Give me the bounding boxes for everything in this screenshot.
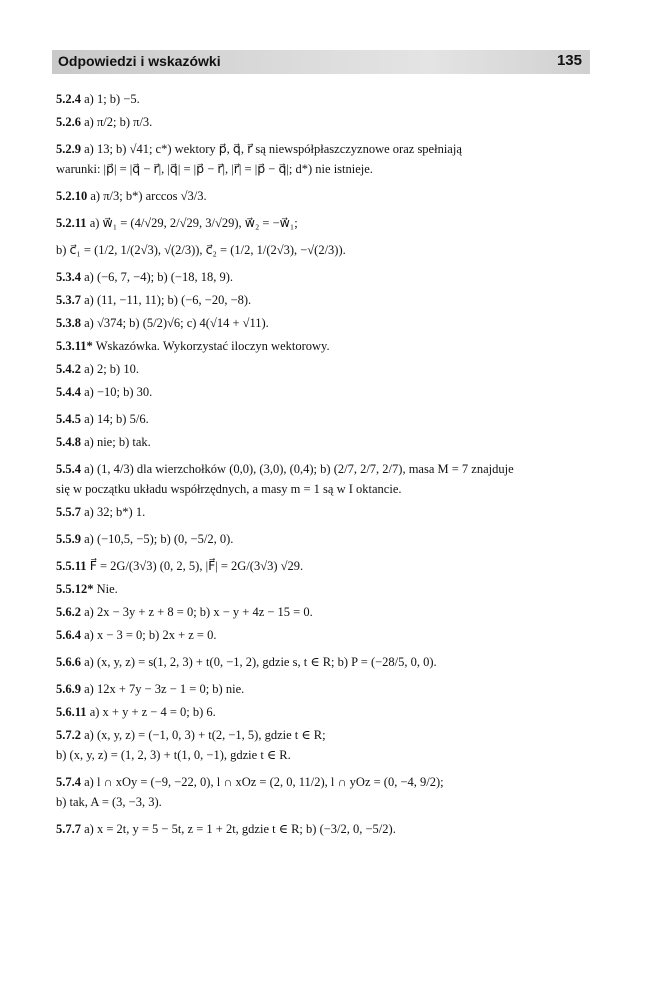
answer-line [56, 412, 590, 427]
exercise-number: 5.3.8 [56, 316, 81, 330]
exercise-number: 5.4.2 [56, 362, 81, 376]
answer-text: a) 1; b) −5. [84, 92, 140, 106]
exercise-number: 5.2.9 [56, 142, 81, 156]
answer-text: a) nie; b) tak. [84, 435, 151, 449]
answer-line [56, 362, 590, 377]
header-title: Odpowiedzi i wskazówki [58, 53, 221, 69]
answer-text: a) −10; b) 30. [84, 385, 153, 399]
exercise-number: 5.7.2 [56, 728, 81, 742]
answer-text: a) (−10,5, −5); b) (0, −5/2, 0). [84, 532, 234, 546]
answer-text: a) (−6, 7, −4); b) (−18, 18, 9). [84, 270, 234, 284]
running-header [52, 50, 590, 74]
answer-line [56, 316, 590, 331]
exercise-number: 5.2.11 [56, 216, 87, 230]
answer-text: a) x + y + z − 4 = 0; b) 6. [89, 705, 216, 719]
answer-text: a) (x, y, z) = s(1, 2, 3) + t(0, −1, 2), gdzie s, t ∈ R; b) P = (−28/5, 0, 0). [84, 655, 437, 669]
exercise-number: 5.4.5 [56, 412, 81, 426]
answer-line-continuation [56, 482, 590, 497]
answer-line [56, 115, 590, 130]
answer-line [56, 605, 590, 620]
answer-line-continuation [56, 243, 590, 258]
answers-list [56, 92, 590, 837]
answer-line [56, 559, 590, 574]
answer-line [56, 505, 590, 520]
exercise-number: 5.6.6 [56, 655, 81, 669]
answer-text: Nie. [96, 582, 118, 596]
exercise-number: 5.6.11 [56, 705, 87, 719]
answer-text: F⃗ = 2G/(3√3) (0, 2, 5), |F⃗| = 2G/(3√3) √29. [89, 559, 304, 573]
exercise-number: 5.5.4 [56, 462, 81, 476]
exercise-number: 5.6.4 [56, 628, 81, 642]
answer-text: a) (11, −11, 11); b) (−6, −20, −8). [84, 293, 252, 307]
answer-text: warunki: |p⃗| = |q⃗ − r⃗|, |q⃗| = |p⃗ − r⃗|, |r⃗| = |p⃗ − q⃗|; d*) nie istnieje. [56, 162, 373, 176]
answer-line [56, 142, 590, 157]
answer-line [56, 92, 590, 107]
answer-line [56, 822, 590, 837]
answer-line [56, 682, 590, 697]
exercise-number: 5.7.4 [56, 775, 81, 789]
answer-text: a) 13; b) √41; c*) wektory p⃗, q⃗, r⃗ są niewspółpłaszczyznowe oraz spełniają [84, 142, 462, 156]
exercise-number: 5.6.9 [56, 682, 81, 696]
exercise-number: 5.6.2 [56, 605, 81, 619]
answer-line [56, 728, 590, 743]
answer-text: a) π/2; b) π/3. [84, 115, 153, 129]
answer-line [56, 385, 590, 400]
exercise-number: 5.2.6 [56, 115, 81, 129]
answer-line [56, 532, 590, 547]
answer-text: się w początku układu współrzędnych, a masy m = 1 są w I oktancie. [56, 482, 402, 496]
answer-line [56, 628, 590, 643]
answer-text: b) c⃗₁ = (1/2, 1/(2√3), √(2/3)), c⃗₂ = (1/2, 1/(2√3), −√(2/3)). [56, 243, 346, 257]
answer-text: a) l ∩ xOy = (−9, −22, 0), l ∩ xOz = (2, 0, 11/2), l ∩ yOz = (0, −4, 9/2); [84, 775, 444, 789]
answer-line-continuation [56, 162, 590, 177]
exercise-number: 5.3.7 [56, 293, 81, 307]
answer-line [56, 462, 590, 477]
answer-line [56, 582, 590, 597]
answer-line-continuation [56, 748, 590, 763]
answer-text: a) w⃗₁ = (4/√29, 2/√29, 3/√29), w⃗₂ = −w⃗₁; [89, 216, 298, 230]
answer-text: a) 32; b*) 1. [84, 505, 146, 519]
answer-text: a) 12x + 7y − 3z − 1 = 0; b) nie. [84, 682, 245, 696]
page-number: 135 [556, 52, 582, 69]
answer-text: a) π/3; b*) arccos √3/3. [90, 189, 207, 203]
answer-text: a) x = 2t, y = 5 − 5t, z = 1 + 2t, gdzie t ∈ R; b) (−3/2, 0, −5/2). [84, 822, 396, 836]
answer-line [56, 216, 590, 231]
answer-line [56, 293, 590, 308]
exercise-number: 5.3.4 [56, 270, 81, 284]
answer-text: a) √374; b) (5/2)√6; c) 4(√14 + √11). [84, 316, 269, 330]
answer-line [56, 189, 590, 204]
answer-text: a) 2; b) 10. [84, 362, 139, 376]
answer-text: a) (1, 4/3) dla wierzchołków (0,0), (3,0), (0,4); b) (2/7, 2/7, 2/7), masa M = 7 znajduje [84, 462, 514, 476]
answer-line [56, 270, 590, 285]
exercise-number: 5.5.12* [56, 582, 94, 596]
exercise-number: 5.5.11 [56, 559, 87, 573]
answer-text: b) (x, y, z) = (1, 2, 3) + t(1, 0, −1), gdzie t ∈ R. [56, 748, 291, 762]
answer-text: a) 14; b) 5/6. [84, 412, 149, 426]
answer-line [56, 655, 590, 670]
exercise-number: 5.7.7 [56, 822, 81, 836]
answer-line [56, 339, 590, 354]
answer-line [56, 775, 590, 790]
answer-line [56, 435, 590, 450]
exercise-number: 5.4.4 [56, 385, 81, 399]
answer-line-continuation [56, 795, 590, 810]
answer-text: b) tak, A = (3, −3, 3). [56, 795, 162, 809]
exercise-number: 5.4.8 [56, 435, 81, 449]
answer-text: a) 2x − 3y + z + 8 = 0; b) x − y + 4z − 15 = 0. [84, 605, 313, 619]
exercise-number: 5.5.9 [56, 532, 81, 546]
answer-text: Wskazówka. Wykorzystać iloczyn wektorowy. [95, 339, 330, 353]
exercise-number: 5.2.4 [56, 92, 81, 106]
answer-text: a) (x, y, z) = (−1, 0, 3) + t(2, −1, 5), gdzie t ∈ R; [84, 728, 326, 742]
exercise-number: 5.2.10 [56, 189, 88, 203]
answer-line [56, 705, 590, 720]
exercise-number: 5.3.11* [56, 339, 93, 353]
exercise-number: 5.5.7 [56, 505, 81, 519]
answer-text: a) x − 3 = 0; b) 2x + z = 0. [84, 628, 217, 642]
